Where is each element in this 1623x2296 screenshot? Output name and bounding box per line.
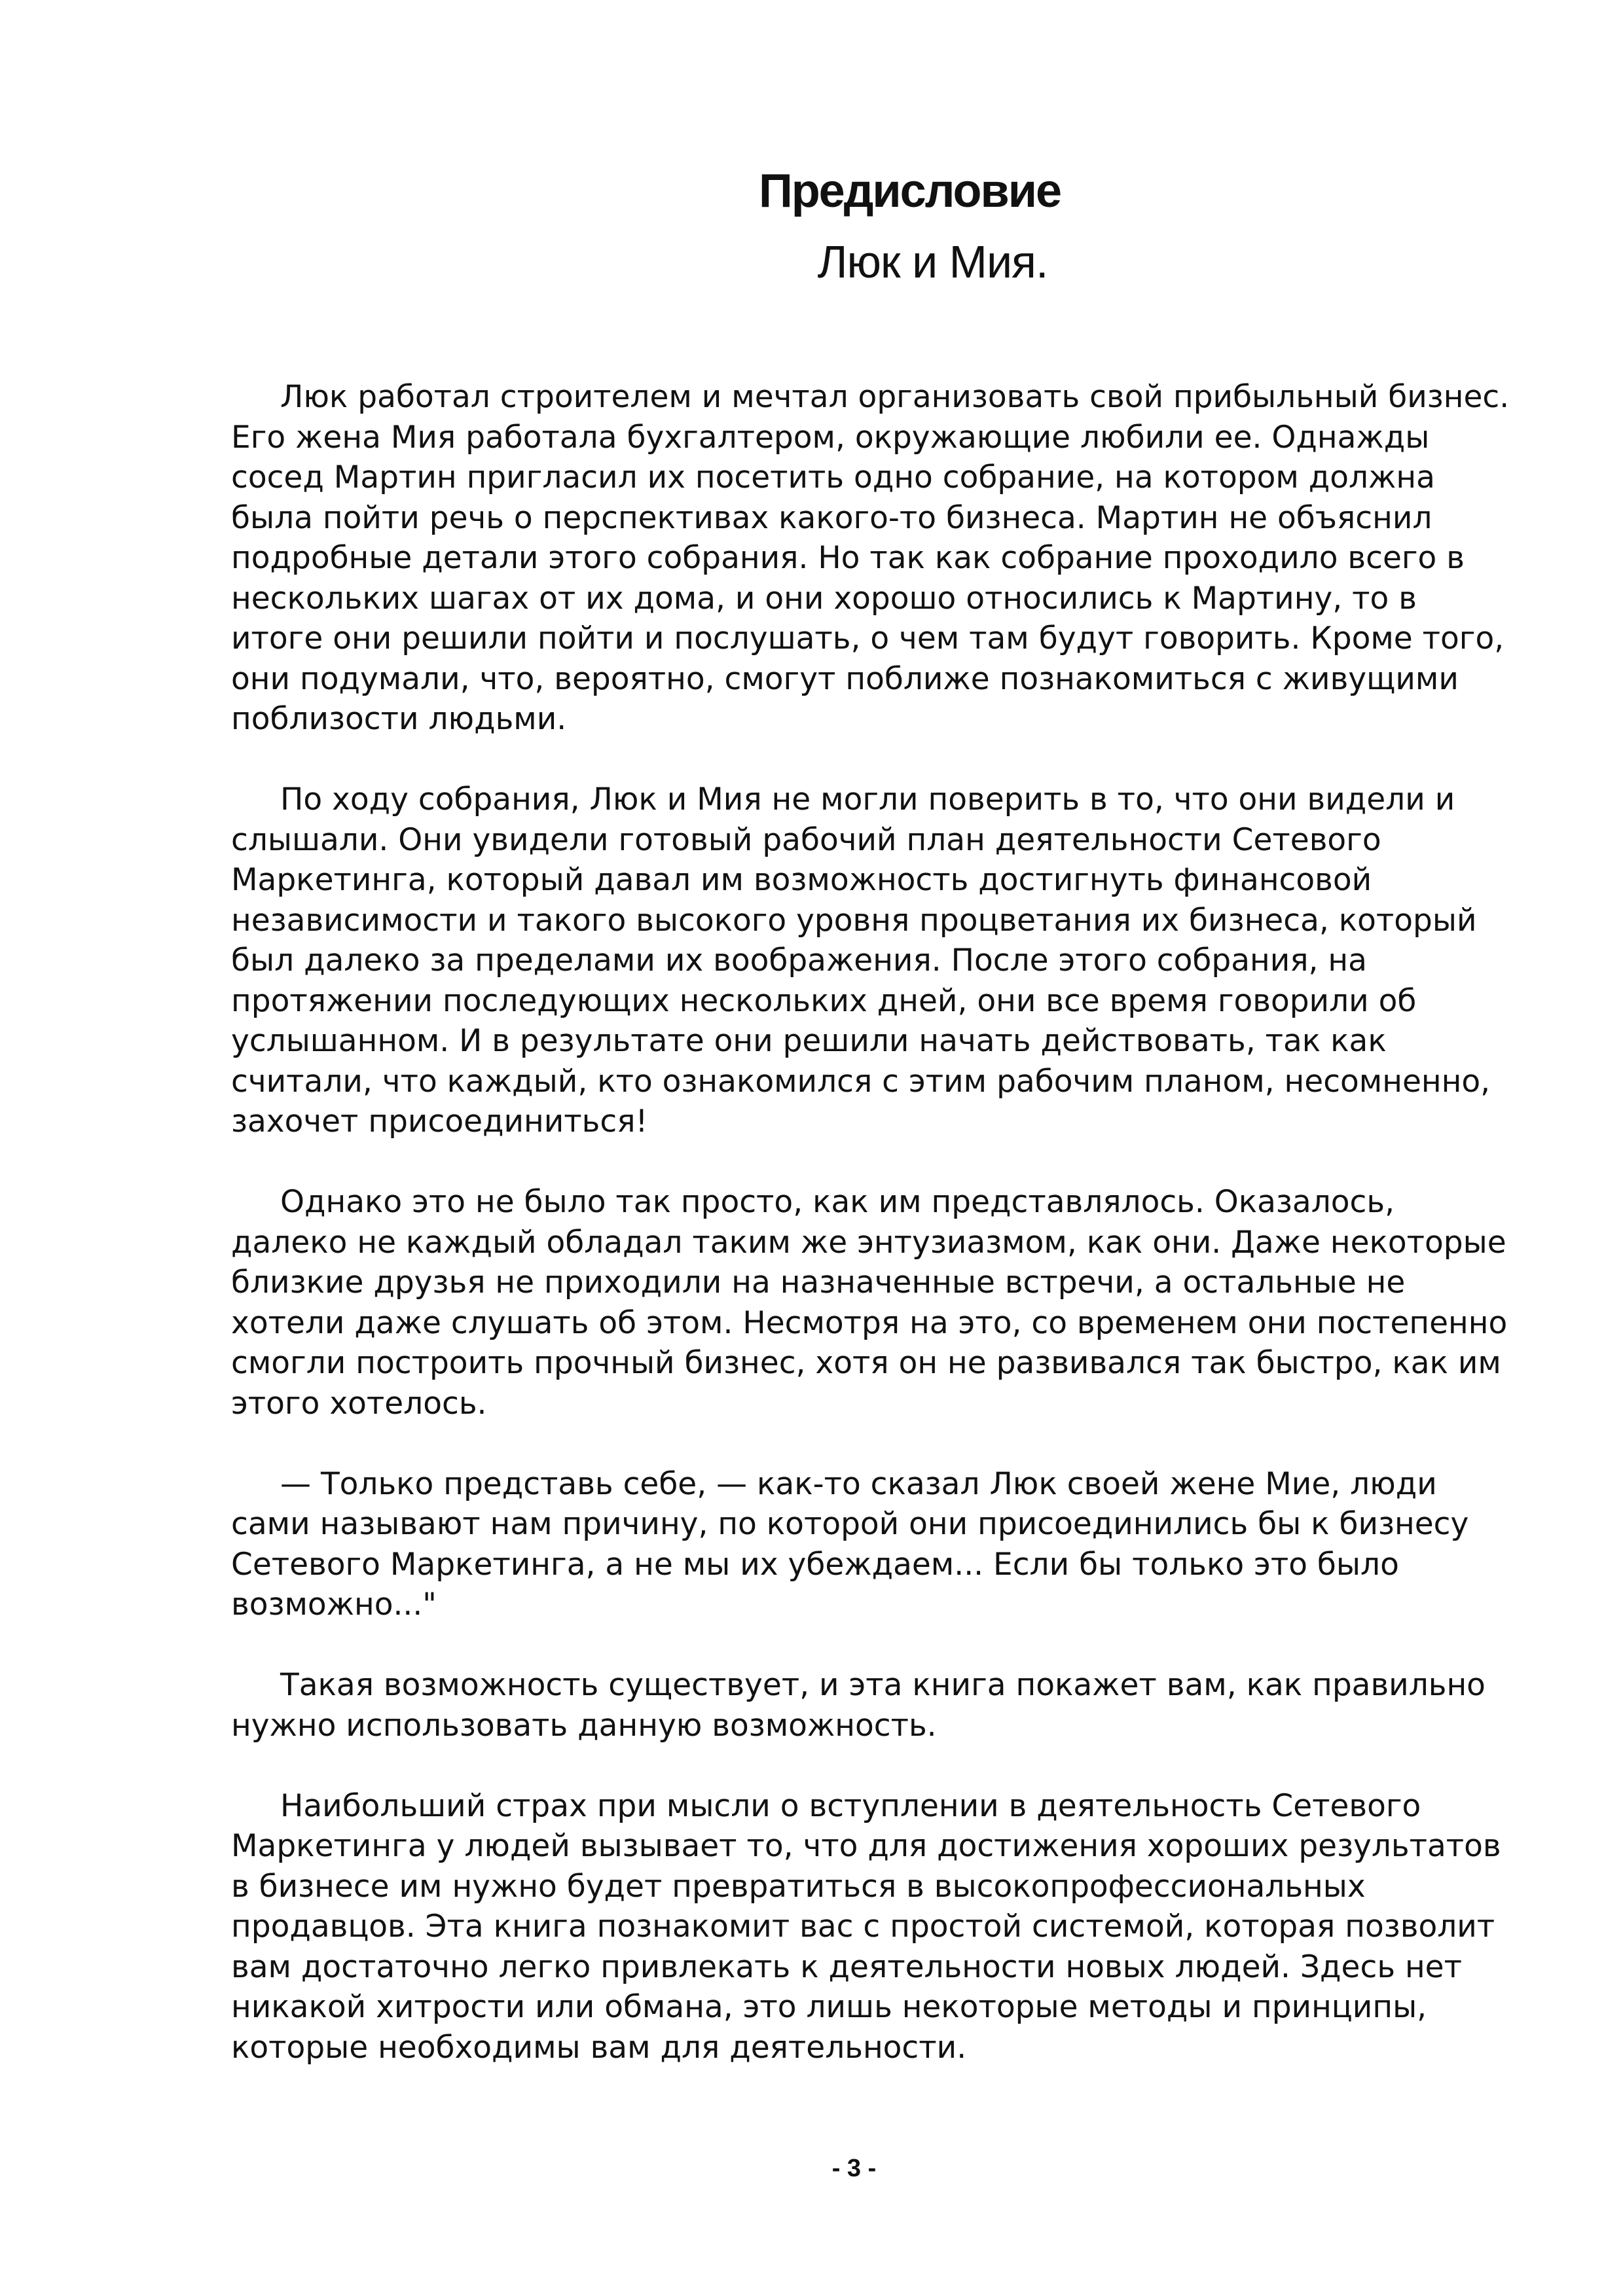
paragraph-1: Люк работал строителем и мечтал организовать свой прибыльный бизнес. Его жена Мия работала бухгалтером, окружающие любили ее. Однажды сосед Мартин пригласил их посетить одно собрание, на котором должна была пойти речь о перспективах какого-то бизнеса. Мартин не объяснил подробные детали этого собрания. Но так как собрание проходило всего в нескольких шагах от их дома, и они хорошо относились к Мартину, то в итоге они решили пойти и послушать, о чем там будут говорить. Кроме того, они подумали, что, вероятно, смогут поближе познакомиться с живущими поблизости людьми. xyxy=(231,379,1510,737)
paragraph-6: Наибольший страх при мысли о вступлении в деятельность Сетевого Маркетинга у людей вызывает то, что для достижения хороших результатов в бизнесе им нужно будет превратиться в высокопрофессиональных продавцов. Эта книга познакомит вас с простой системой, которая позволит вам достаточно легко привлекать к деятельности новых людей. Здесь нет никакой хитрости или обмана, это лишь некоторые методы и принципы, которые необходимы вам для деятельности. xyxy=(231,1787,1501,2066)
paragraph-4: — Только представь себе, — как-то сказал Люк своей жене Мие, люди сами называют нам причину, по которой они присоединились бы к бизнесу Сетевого Маркетинга, а не мы их убеждаем... Если бы только это было возможно..." xyxy=(231,1465,1469,1623)
page-number: - 3 - xyxy=(831,2155,877,2182)
chapter-subtitle: Люк и Мия. xyxy=(817,236,1048,287)
paragraph-3: Однако это не было так просто, как им представлялось. Оказалось, далеко не каждый обладал таким же энтузиазмом, как они. Даже некоторые близкие друзья не приходили на назначенные встречи, а остальные не хотели даже слушать об этом. Несмотря на это, со временем они постепенно смогли построить прочный бизнес, хотя он не развивался так быстро, как им этого хотелось. xyxy=(231,1184,1508,1422)
paragraph-5: Такая возможность существует, и эта книга покажет вам, как правильно нужно использовать данную возможность. xyxy=(231,1667,1486,1744)
paragraph-2: По ходу собрания, Люк и Мия не могли поверить в то, что они видели и слышали. Они увидели готовый рабочий план деятельности Сетевого Маркетинга, который давал им возможность достигнуть финансовой независимости и такого высокого уровня процветания их бизнеса, который был далеко за пределами их воображения. После этого собрания, на протяжении последующих нескольких дней, они все время говорили об услышанном. И в результате они решили начать действовать, так как считали, что каждый, кто ознакомился с этим рабочим планом, несомненно, захочет присоединиться! xyxy=(231,781,1491,1139)
chapter-title: Предисловие xyxy=(758,165,1061,217)
chapter-heading xyxy=(0,158,1623,295)
body-text xyxy=(231,377,1514,2108)
